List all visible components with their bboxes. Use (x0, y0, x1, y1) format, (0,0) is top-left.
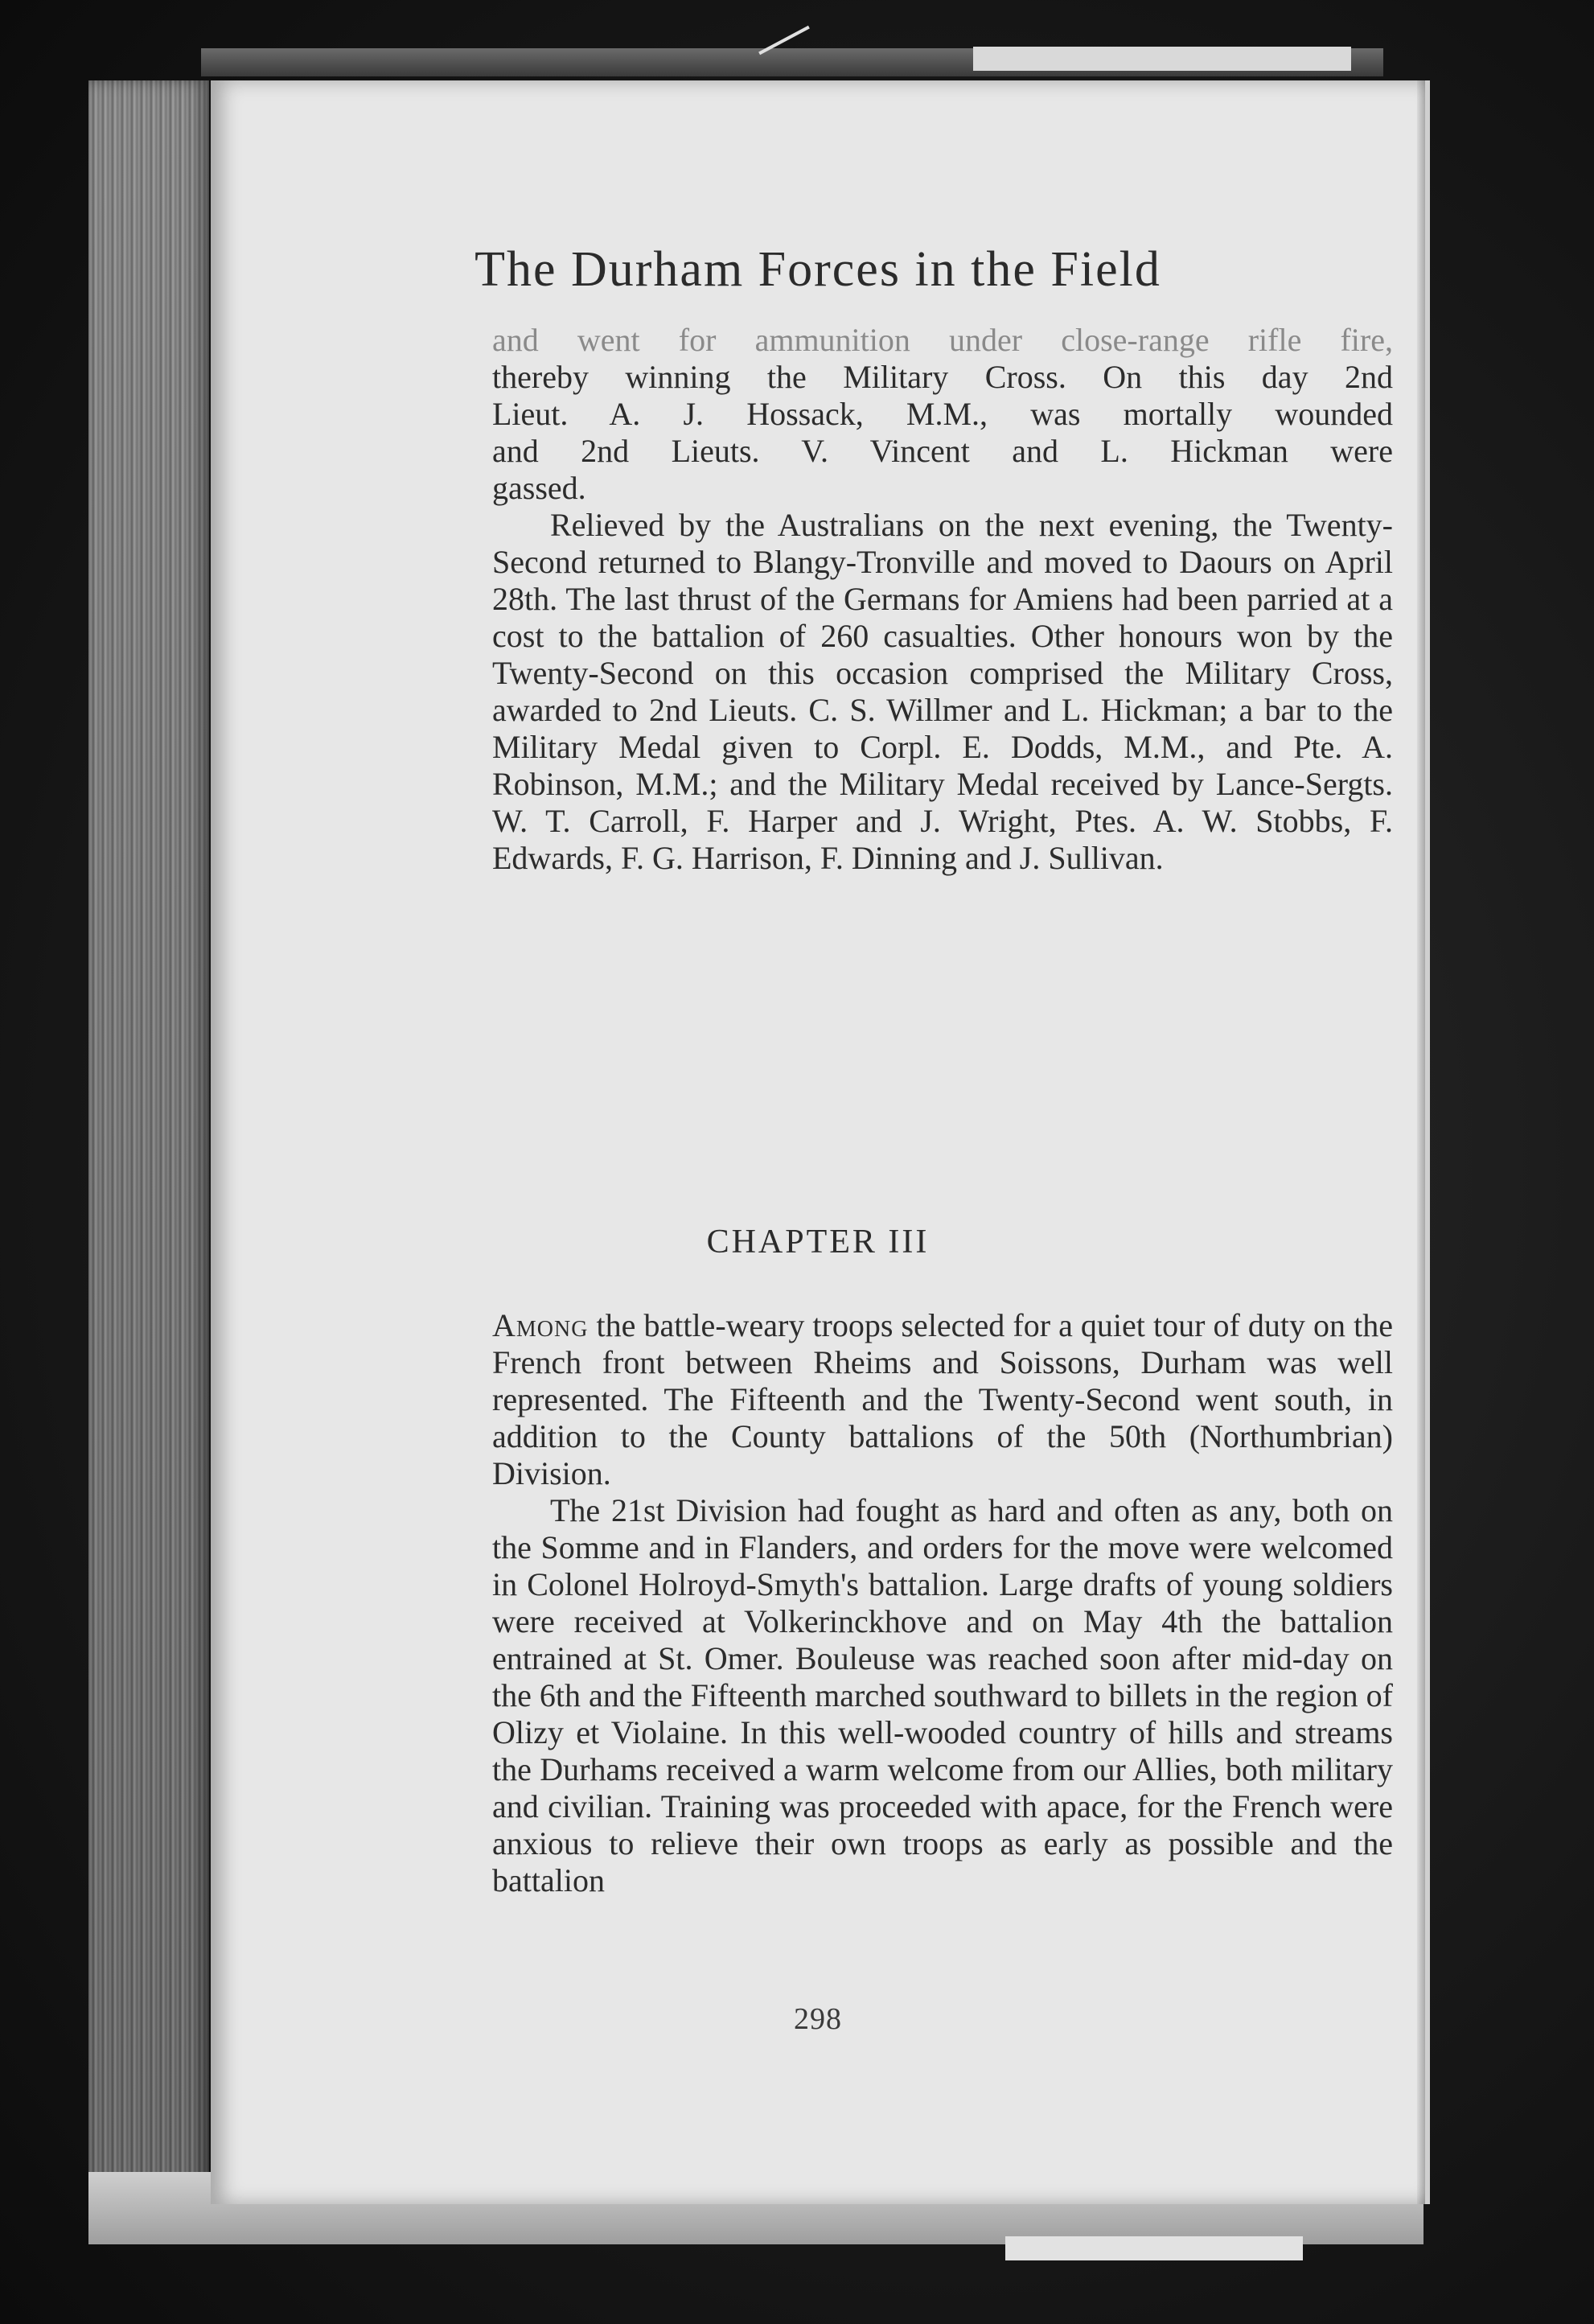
text-line: and 2nd Lieuts. V. Vincent and L. Hickman were (492, 433, 1393, 469)
text-line: and went for ammunition under close-range rifle fire, (492, 322, 1393, 358)
continued-text-block (492, 322, 1393, 1030)
running-head: The Durham Forces in the Field (475, 242, 1161, 297)
book-bottom-tab (1005, 2236, 1303, 2260)
page-number: 298 (794, 2002, 842, 2036)
paragraph: The 21st Division had fought as hard and often as any, both on the Somme and in Flanders, and orders for the move were welcomed in Colonel Holroyd-Smyth's battalion. Large drafts of young soldiers were received at Volkerinckhove and on May 4th the battalion entrained at St. Omer. Bouleuse was reached soon after mid-day on the 6th and the Fifteenth marched southward to billets in the region of Olizy et Violaine. In this well-wooded country of hills and streams the Durhams received a warm welcome from our Allies, both military and civilian. Training was proceeded with apace, for the French were anxious to relieve their own troops as early as possible and the battalion (492, 1492, 1393, 1898)
text-line: thereby winning the Military Cross. On this day 2nd (492, 359, 1393, 395)
text-line: gassed. (492, 470, 586, 506)
text-line: Lieut. A. J. Hossack, M.M., was mortally wounded (492, 396, 1393, 432)
book-page (211, 80, 1425, 2204)
chapter-opening-word: Among (492, 1307, 589, 1343)
paragraph: Relieved by the Australians on the next evening, the Twenty-Second returned to Blangy-Tronville and moved to Daours on April 28th. The last thrust of the Germans for Amiens had been parried at a cost to the battalion of 260 casualties. Other honours won by the Twenty-Second on this occasion comprised the Military Cross, awarded to 2nd Lieuts. C. S. Willmer and L. Hickman; a bar to the Military Medal given to Corpl. E. Dodds, M.M., and Pte. A. Robinson, M.M.; and the Military Medal received by Lance-Sergts. W. T. Carroll, F. Harper and J. Wright, Ptes. A. W. Stobbs, F. Edwards, F. G. Harrison, F. Dinning and J. Sullivan. (492, 507, 1393, 876)
chapter-text-block (492, 1307, 1393, 2208)
book-top-tab (973, 47, 1351, 71)
book-page-edges (88, 80, 209, 2204)
chapter-opening-text: the battle-weary troops selected for a quiet tour of duty on the French front between Rheims and Soissons, Durham was well represented. The Fifteenth and the Twenty-Second went south, in addition to the County battalions of the 50th (Northumbrian) Division. (492, 1307, 1393, 1491)
chapter-opening-paragraph (492, 1307, 1393, 1492)
chapter-heading: CHAPTER III (706, 1224, 930, 1261)
